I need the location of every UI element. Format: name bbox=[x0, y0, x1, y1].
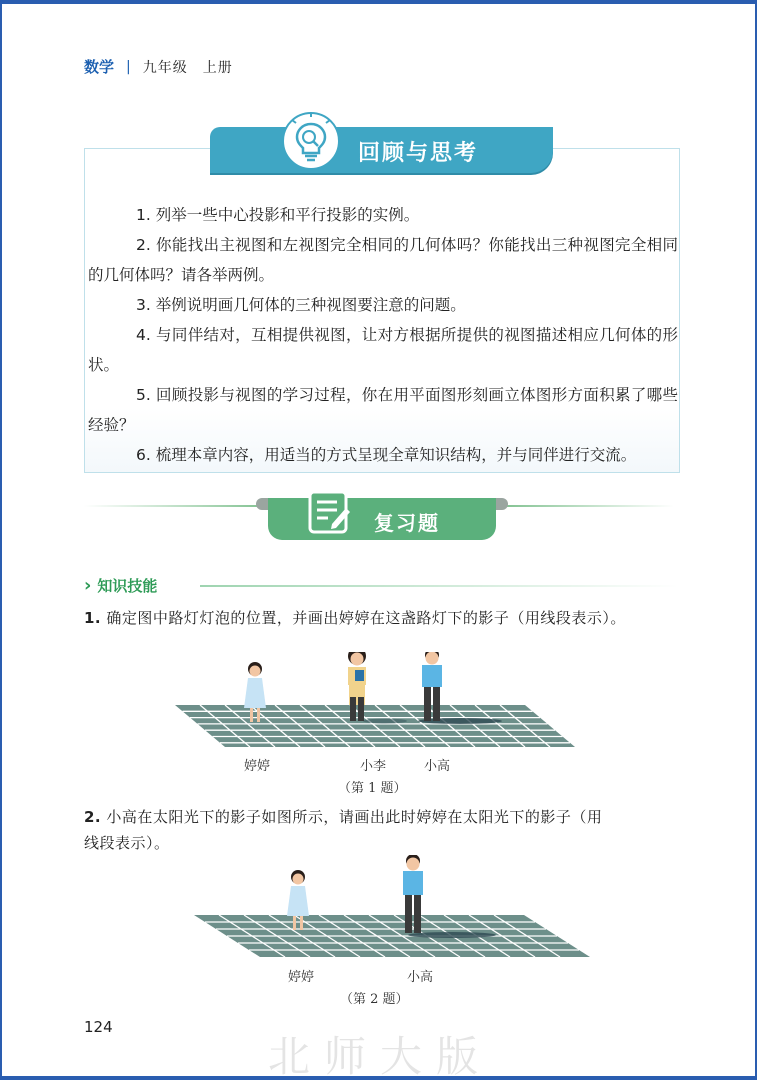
figure-q2-grid bbox=[192, 855, 592, 960]
subsection-title: 知识技能 bbox=[97, 577, 158, 595]
review-item: 1. 列举一些中心投影和平行投影的实例。 bbox=[136, 206, 420, 224]
figure-caption: （第 1 题） bbox=[338, 781, 407, 796]
subsection-heading bbox=[84, 575, 157, 596]
question-2 bbox=[84, 804, 684, 856]
question-1 bbox=[84, 605, 694, 631]
figure-label: 小李 bbox=[360, 759, 387, 774]
question-text-continued: 线段表示）。 bbox=[84, 834, 170, 852]
figure-label: 小高 bbox=[407, 970, 434, 985]
review-item: 3. 举例说明画几何体的三种视图要注意的问题。 bbox=[136, 296, 466, 314]
exercises-section-title: 复习题 bbox=[374, 511, 440, 535]
review-items-list bbox=[88, 200, 678, 470]
chevron-right-icon: › bbox=[84, 575, 92, 596]
header-separator: | bbox=[126, 58, 131, 75]
page-frame-left bbox=[0, 0, 2, 1080]
review-item: 6. 梳理本章内容，用适当的方式呈现全章知识结构，并与同伴进行交流。 bbox=[136, 446, 637, 464]
review-section-title: 回顾与思考 bbox=[358, 141, 479, 166]
publisher-watermark: 北师大版 bbox=[268, 1032, 493, 1080]
figure-label: 小高 bbox=[424, 759, 451, 774]
header-grade: 九年级 上册 bbox=[142, 59, 233, 76]
subsection-divider bbox=[200, 585, 678, 587]
question-text: 确定图中路灯灯泡的位置，并画出婷婷在这盏路灯下的影子（用线段表示）。 bbox=[106, 609, 626, 627]
page-frame-top bbox=[0, 0, 757, 4]
figure-label: 婷婷 bbox=[244, 759, 271, 774]
figure-q1-grid bbox=[170, 652, 580, 752]
question-text: 小高在太阳光下的影子如图所示，请画出此时婷婷在太阳光下的影子（用 bbox=[106, 808, 603, 826]
figure-label: 婷婷 bbox=[288, 970, 315, 985]
page-number: 124 bbox=[84, 1018, 113, 1036]
question-number: 2. bbox=[84, 808, 102, 826]
divider-line bbox=[84, 505, 274, 507]
review-item: 5. 回顾投影与视图的学习过程，你在用平面图形刻画立体图形方面积累了哪些经验？ bbox=[88, 386, 678, 434]
lightbulb-magnifier-icon bbox=[280, 108, 342, 170]
header-subject: 数学 bbox=[84, 58, 115, 76]
review-item: 4. 与同伴结对，互相提供视图，让对方根据所提供的视图描述相应几何体的形状。 bbox=[88, 326, 678, 374]
notepad-pencil-icon bbox=[306, 488, 354, 536]
page-header bbox=[84, 56, 233, 77]
question-number: 1. bbox=[84, 609, 102, 627]
review-item: 2. 你能找出主视图和左视图完全相同的几何体吗？你能找出三种视图完全相同的几何体吗？请各举两例。 bbox=[88, 236, 678, 284]
figure-caption: （第 2 题） bbox=[340, 992, 409, 1007]
divider-line bbox=[494, 505, 674, 507]
